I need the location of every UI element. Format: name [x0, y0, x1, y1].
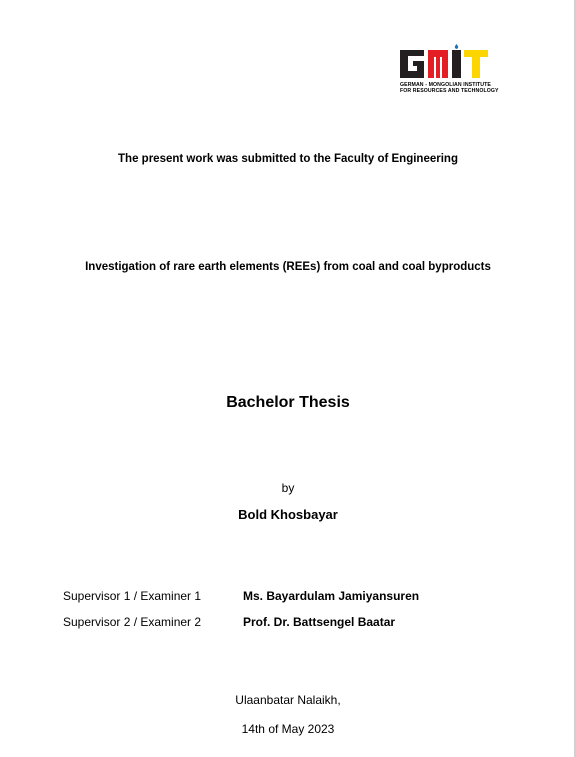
author-name: Bold Khosbayar	[238, 507, 338, 522]
supervisor-name-2: Prof. Dr. Battsengel Baatar	[243, 615, 396, 629]
gmit-logo	[400, 44, 510, 99]
logo-caption-line-2: FOR RESOURCES AND TECHNOLOGY	[400, 88, 499, 94]
supervisor-role-2: Supervisor 2 / Examiner 2	[63, 615, 202, 629]
gmit-logo-mark-icon	[400, 44, 510, 80]
supervisor-role-1: Supervisor 1 / Examiner 1	[63, 589, 202, 603]
logo-caption-line-1: GERMAN - MONGOLIAN INSTITUTE	[400, 82, 491, 88]
supervisor-name-1: Ms. Bayardulam Jamiyansuren	[243, 589, 420, 603]
logo-caption	[400, 82, 510, 94]
by-label: by	[281, 481, 295, 495]
submission-date: 14th of May 2023	[241, 722, 335, 736]
thesis-type-heading: Bachelor Thesis	[226, 394, 350, 411]
thesis-title: Investigation of rare earth elements (REEs) from coal and coal byproducts	[85, 261, 491, 273]
submission-place: Ulaanbatar Nalaikh,	[235, 693, 341, 707]
submission-statement: The present work was submitted to the Faculty of Engineering	[118, 153, 458, 165]
